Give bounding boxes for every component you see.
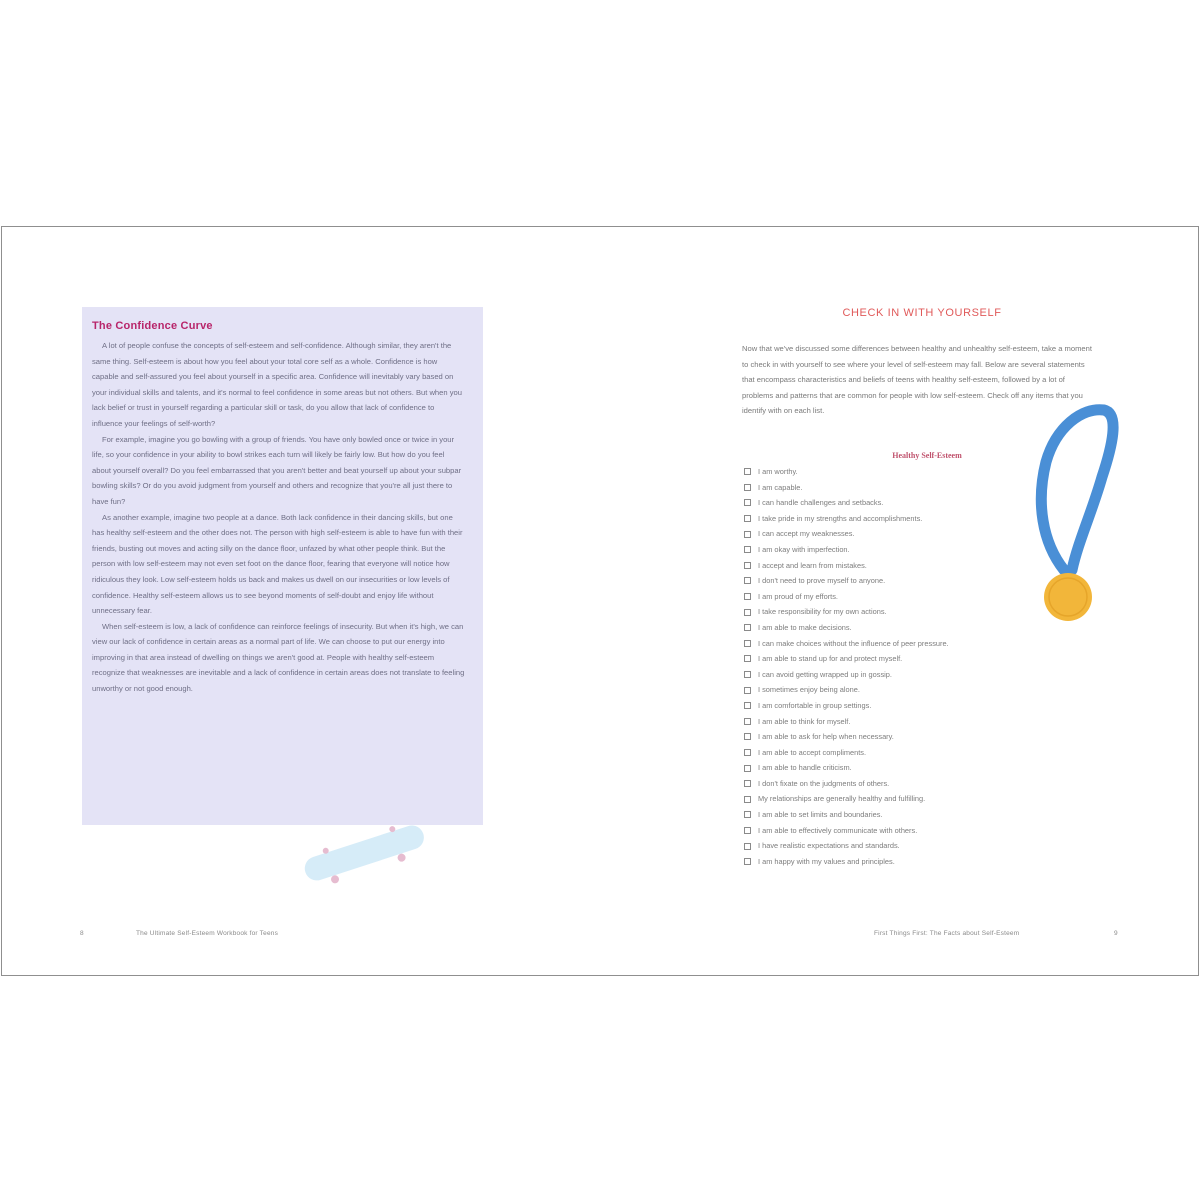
checkbox-icon[interactable] [744, 858, 751, 865]
checkbox-icon[interactable] [744, 718, 751, 725]
checklist-item-label: I am able to make decisions. [758, 622, 852, 632]
right-page-number: 9 [1114, 930, 1118, 937]
checklist-item-label: I am able to handle criticism. [758, 763, 852, 773]
checklist-item[interactable] [744, 667, 949, 683]
checklist-item-label: I can accept my weaknesses. [758, 529, 855, 539]
checklist-item-label: I am capable. [758, 482, 803, 492]
checklist-item-label: I am happy with my values and principles. [758, 856, 895, 866]
checklist-item-label: I don't fixate on the judgments of others. [758, 778, 890, 788]
left-running-head: The Ultimate Self-Esteem Workbook for Teens [136, 930, 279, 937]
checklist-item-label: I am able to stand up for and protect myself. [758, 654, 903, 664]
section-title: CHECK IN WITH YOURSELF [842, 307, 1002, 319]
checklist-item-label: I sometimes enjoy being alone. [758, 685, 860, 695]
checkbox-icon[interactable] [744, 609, 751, 616]
checklist-item[interactable] [744, 480, 949, 496]
checklist-item[interactable] [744, 791, 949, 807]
checkbox-icon[interactable] [744, 515, 751, 522]
checklist-item-label: I can avoid getting wrapped up in gossip. [758, 669, 892, 679]
checklist-item[interactable] [744, 760, 949, 776]
checkbox-icon[interactable] [744, 640, 751, 647]
checklist-item[interactable] [744, 682, 949, 698]
checklist-item[interactable] [744, 698, 949, 714]
sidebar-title: The Confidence Curve [92, 320, 213, 332]
checklist-item[interactable] [744, 807, 949, 823]
checkbox-icon[interactable] [744, 843, 751, 850]
checklist-item[interactable] [744, 589, 949, 605]
checklist-item-label: I have realistic expectations and standards. [758, 841, 900, 851]
checkbox-icon[interactable] [744, 593, 751, 600]
checklist-item[interactable] [744, 823, 949, 839]
checklist-item-label: I am able to think for myself. [758, 716, 851, 726]
checkbox-icon[interactable] [744, 733, 751, 740]
confidence-curve-sidebar [82, 307, 483, 825]
checkbox-icon[interactable] [744, 577, 751, 584]
healthy-self-esteem-checklist [744, 464, 949, 869]
checkbox-icon[interactable] [744, 484, 751, 491]
checkbox-icon[interactable] [744, 562, 751, 569]
checklist-item[interactable] [744, 854, 949, 870]
checklist-item[interactable] [744, 495, 949, 511]
checklist-item-label: I accept and learn from mistakes. [758, 560, 867, 570]
checkbox-icon[interactable] [744, 499, 751, 506]
checklist-item[interactable] [744, 604, 949, 620]
checkbox-icon[interactable] [744, 531, 751, 538]
checkbox-icon[interactable] [744, 780, 751, 787]
checklist-item[interactable] [744, 838, 949, 854]
checkbox-icon[interactable] [744, 796, 751, 803]
checklist-item-label: I can make choices without the influence of peer pressure. [758, 638, 949, 648]
sidebar-paragraph: For example, imagine you go bowling with a group of friends. You have only bowled once or twice in your life, so your confidence in your ability to bowl strikes each turn will likely be fairly low. But how do you feel about yourself overall? Do you feel embarrassed that you aren't better and beat yourself up about your subpar bowling skills? Or do you avoid judgment from yourself and others and recognize that you're all just there to have fun? [92, 434, 462, 506]
medal-icon [1012, 402, 1122, 632]
checkbox-icon[interactable] [744, 546, 751, 553]
checklist-item-label: I am able to ask for help when necessary. [758, 732, 894, 742]
checklist-item-label: I am able to accept compliments. [758, 747, 867, 757]
list-heading: Healthy Self-Esteem [892, 451, 962, 460]
checkbox-icon[interactable] [744, 749, 751, 756]
checkbox-icon[interactable] [744, 655, 751, 662]
checklist-item-label: I am comfortable in group settings. [758, 700, 872, 710]
checklist-item[interactable] [744, 542, 949, 558]
left-page-number: 8 [80, 930, 84, 937]
checkbox-icon[interactable] [744, 765, 751, 772]
checklist-item[interactable] [744, 636, 949, 652]
right-running-head: First Things First: The Facts about Self-Esteem [874, 930, 1020, 937]
checklist-item-label: My relationships are generally healthy and fulfilling. [758, 794, 926, 804]
checklist-item[interactable] [744, 620, 949, 636]
checklist-item-label: I am worthy. [758, 467, 798, 476]
checklist-item[interactable] [744, 651, 949, 667]
checklist-item[interactable] [744, 511, 949, 527]
checklist-item-label: I can handle challenges and setbacks. [758, 498, 884, 508]
book-spread [1, 226, 1199, 976]
checkbox-icon[interactable] [744, 811, 751, 818]
checklist-item-label: I don't need to prove myself to anyone. [758, 576, 886, 586]
checkbox-icon[interactable] [744, 687, 751, 694]
checklist-item[interactable] [744, 464, 949, 480]
checklist-item-label: I take pride in my strengths and accomplishments. [758, 513, 923, 523]
checkbox-icon[interactable] [744, 468, 751, 475]
checklist-item-label: I am proud of my efforts. [758, 591, 838, 601]
intro-paragraph: Now that we've discussed some differences between healthy and unhealthy self-esteem, take a moment to check in with yourself to see where your level of self-esteem may fall. Below are several statements that encompass characteristics and beliefs of teens with healthy self-esteem, followed by a lot of problems and patterns that are common for people with low self-esteem. Check off any items that you identify with on each list. [742, 344, 1092, 416]
checklist-item[interactable] [744, 526, 949, 542]
checkbox-icon[interactable] [744, 702, 751, 709]
checkbox-icon[interactable] [744, 827, 751, 834]
checklist-item[interactable] [744, 558, 949, 574]
checklist-item[interactable] [744, 573, 949, 589]
checklist-item-label: I take responsibility for my own actions. [758, 607, 887, 617]
sidebar-paragraph: As another example, imagine two people at a dance. Both lack confidence in their dancing skills, but one has healthy self-esteem and the other does not. The person with high self-esteem is able to have fun with their friends, busting out moves and acting silly on the dance floor, unfazed by what other people think. But the person with low self-esteem may not even set foot on the dance floor, fearing that everyone will notice how ridiculous they look. Low self-esteem holds us back and makes us dwell on our insecurities or low levels of confidence. Healthy self-esteem allows us to see beyond moments of self-doubt and enjoy life without unnecessary fear. [92, 512, 463, 616]
checklist-item[interactable] [744, 745, 949, 761]
checklist-item-label: I am able to effectively communicate with others. [758, 825, 918, 835]
checklist-item-label: I am okay with imperfection. [758, 544, 850, 554]
skateboard-icon [294, 817, 434, 887]
checklist-item[interactable] [744, 776, 949, 792]
sidebar-paragraph: A lot of people confuse the concepts of self-esteem and self-confidence. Although similar, they aren't the same thing. Self-esteem is about how you feel about your total core self as a whole. Confidence is how capable and self-assured you feel about yourself in a specific area. Confidence will inevitably vary based on your individual skills and talents, and it's normal to feel confidence in some areas but not others. But when you lack belief or trust in yourself regarding a particular skill or task, do you allow that lack of confidence to influence your feelings of self-worth? [92, 341, 462, 428]
checkbox-icon[interactable] [744, 671, 751, 678]
checklist-item[interactable] [744, 714, 949, 730]
checklist-item-label: I am able to set limits and boundaries. [758, 810, 883, 820]
sidebar-paragraph: When self-esteem is low, a lack of confidence can reinforce feelings of insecurity. But when it's high, we can view our lack of confidence in certain areas as a normal part of life. We can choose to put our energy into improving in that area instead of dwelling on things we aren't good at. People with healthy self-esteem recognize that weaknesses are inevitable and a lack of confidence in certain areas does not translate to feeling unworthy or not good enough. [92, 621, 465, 694]
checklist-item[interactable] [744, 729, 949, 745]
checkbox-icon[interactable] [744, 624, 751, 631]
